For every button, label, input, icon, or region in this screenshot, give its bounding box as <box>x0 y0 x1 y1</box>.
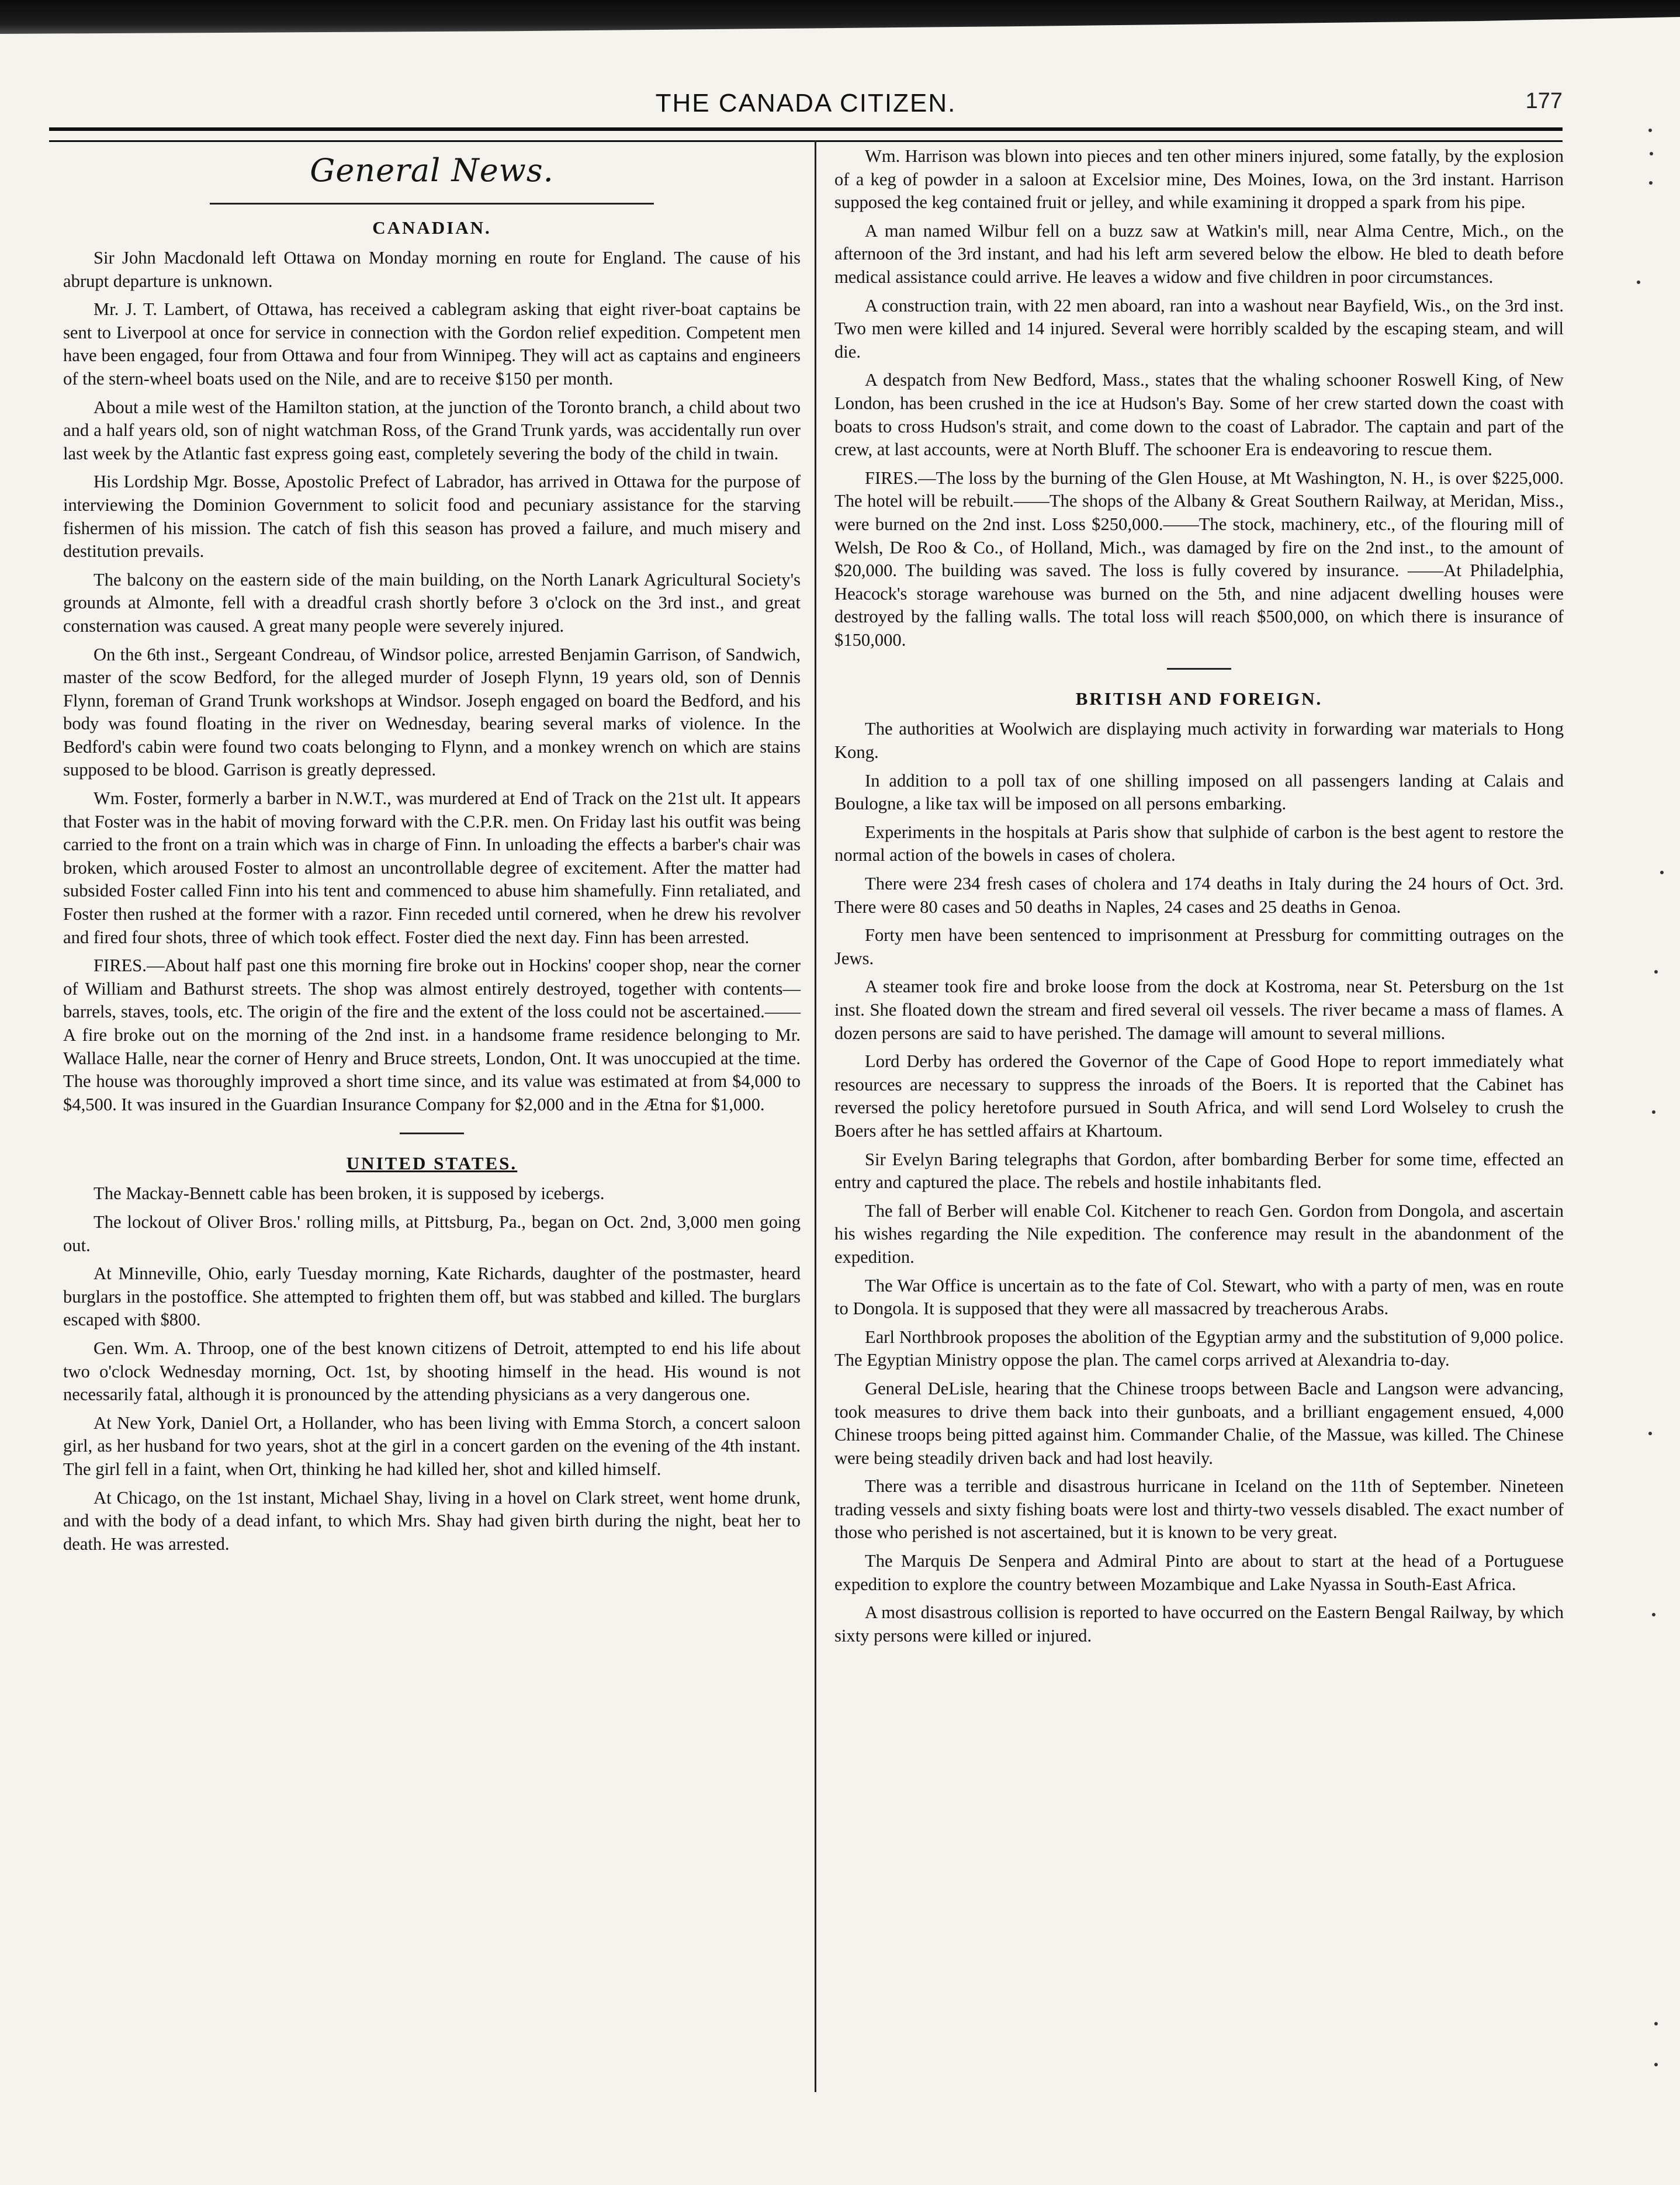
speck <box>1649 181 1653 185</box>
united-states-heading: UNITED STATES. <box>346 1153 518 1174</box>
british-foreign-articles <box>834 718 1564 1647</box>
news-paragraph: FIRES.—The loss by the burning of the Glen House, at Mt Washington, N. H., is over $225,000. The hotel will be rebuilt.——The shops of the Albany & Great Southern Railway, at Meridan, Miss., were burned on the 2nd inst. Loss $250,000.——The stock, machinery, etc., of the flouring mill of Welsh, De Roo & Co., of Holland, Mich., was damaged by fire on the 2nd inst., to the amount of $20,000. The building was saved. The loss is fully covered by insurance. ——At Philadelphia, Heacock's storage warehouse was burned on the 5th, and nine adjacent dwelling houses were destroyed by the falling walls. The total loss will reach $500,000, on which there is insurance of $150,000. <box>834 468 1564 650</box>
news-paragraph: The fall of Berber will enable Col. Kitchener to reach Gen. Gordon from Dongola, and ascertain his wishes regarding the Nile expedition. The conference may result in the abandonment of the expedition. <box>834 1200 1564 1267</box>
masthead <box>49 82 1563 132</box>
canadian-heading: CANADIAN. <box>372 217 491 238</box>
news-paragraph: At Minneville, Ohio, early Tuesday morning, Kate Richards, daughter of the postmaster, heard burglars in the postoffice. She attempted to frighten them off, but was stabbed and killed. The burglars escaped with $800. <box>63 1263 801 1330</box>
news-paragraph: There were 234 fresh cases of cholera and 174 deaths in Italy during the 24 hours of Oct. 3rd. There were 80 cases and 50 deaths in Naples, 24 cases and 25 deaths in Genoa. <box>834 874 1564 917</box>
news-paragraph: The Mackay-Bennett cable has been broken, it is supposed by icebergs. <box>93 1183 605 1204</box>
speck <box>1650 152 1653 155</box>
news-paragraph: A most disastrous collision is reported to have occurred on the Eastern Bengal Railway, by which sixty persons were killed or injured. <box>834 1602 1564 1646</box>
news-paragraph: Wm. Foster, formerly a barber in N.W.T., was murdered at End of Track on the 21st ult. It appears that Foster was in the habit of moving forward with the C.P.R. men. On Friday last his outfit was being carried to the front on a train which was in charge of Finn. In unloading the effects a barber's chair was broken, which aroused Foster to almost an uncontrollable degree of excitement. After the matter had subsided Foster called Finn into his tent and commenced to abuse him shamefully. Finn retaliated, and Foster then rushed at the former with a razor. Finn receded until cornered, when he drew his revolver and fired four shots, three of which took effect. Foster died the next day. Finn has been arrested. <box>63 788 801 947</box>
margin-specks <box>1637 117 1672 2104</box>
news-paragraph: On the 6th inst., Sergeant Condreau, of Windsor police, arrested Benjamin Garrison, of Sandwich, master of the scow Bedford, for the alleged murder of Joseph Flynn, 19 years old, son of Dennis Flynn, foreman of Grand Trunk workshops at Windsor. Joseph engaged on board the Bedford, and his body was found floating in the river on Wednesday, bearing several marks of violence. In the Bedford's cabin were found two coats belonging to Flynn, and a monkey wrench on which are stains supposed to be blood. Garrison is greatly depressed. <box>63 644 801 780</box>
news-paragraph: Sir Evelyn Baring telegraphs that Gordon, after bombarding Berber for some time, effected an entry and captured the place. The rebels and hostile inhabitants fled. <box>834 1149 1564 1193</box>
speck <box>1654 970 1658 974</box>
speck <box>1652 1110 1655 1114</box>
british-foreign-heading: BRITISH AND FOREIGN. <box>1075 688 1323 709</box>
news-paragraph: Experiments in the hospitals at Paris show that sulphide of carbon is the best agent to restore the normal action of the bowels in cases of cholera. <box>834 822 1564 865</box>
news-paragraph: Mr. J. T. Lambert, of Ottawa, has received a cablegram asking that eight river-boat captains be sent to Liverpool at once for service in connection with the Gordon relief expedition. Competent men have been engaged, four from Ottawa and four from Winnipeg. They will act as captains and engineers of the stern-wheel boats used on the Nile, and are to receive $150 per month. <box>63 299 801 389</box>
news-paragraph: The balcony on the eastern side of the main building, on the North Lanark Agricultural Society's grounds at Almonte, fell with a dreadful crash shortly before 3 o'clock on the 3rd inst., and great consternation was caused. A great many people were severely injured. <box>63 569 801 636</box>
news-paragraph: Wm. Harrison was blown into pieces and ten other miners injured, some fatally, by the explosion of a keg of powder in a saloon at Excelsior mine, Des Moines, Iowa, on the 3rd instant. Harrison supposed the keg contained fruit or jelley, and while examining it dropped a spark from his pipe. <box>834 146 1564 213</box>
scan-edge-shadow <box>0 0 1680 34</box>
right-column <box>834 145 1564 1653</box>
masthead-title: THE CANADA CITIZEN. <box>655 89 957 117</box>
section-title: General News. <box>310 152 554 189</box>
section-divider <box>400 1133 464 1134</box>
speck <box>1652 1613 1655 1616</box>
speck <box>1648 1432 1652 1435</box>
news-paragraph: A steamer took fire and broke loose from the dock at Kostroma, near St. Petersburg on the 1st inst. She floated down the stream and fired several oil vessels. The river became a mass of flames. A dozen persons are said to have perished. The damage will amount to several millions. <box>834 977 1564 1043</box>
news-paragraph: Sir John Macdonald left Ottawa on Monday morning en route for England. The cause of his abrupt departure is unknown. <box>63 248 801 291</box>
news-paragraph: About a mile west of the Hamilton station, at the junction of the Toronto branch, a child about two and a half years old, son of night watchman Ross, of the Grand Trunk yards, was accidentally run over last week by the Atlantic fast express going east, completely severing the body of the child in twain. <box>63 397 801 463</box>
united-states-articles <box>63 1182 801 1556</box>
canadian-articles <box>63 247 801 1116</box>
news-paragraph: The authorities at Woolwich are displaying much activity in forwarding war materials to Hong Kong. <box>834 719 1564 763</box>
section-rule <box>210 203 654 205</box>
news-paragraph: A man named Wilbur fell on a buzz saw at Watkin's mill, near Alma Centre, Mich., on the afternoon of the 3rd instant, and had his left arm severed below the elbow. He bled to death before medical assistance could arrive. He leaves a widow and five children in poor circumstances. <box>834 220 1564 287</box>
news-paragraph: At New York, Daniel Ort, a Hollander, who has been living with Emma Storch, a concert saloon girl, as her husband for two years, shot at the girl in a concert garden on the evening of the 4th instant. The girl fell in a faint, when Ort, thinking he had killed her, shot and killed himself. <box>63 1412 801 1479</box>
section-divider <box>1167 668 1231 670</box>
news-paragraph: The War Office is uncertain as to the fate of Col. Stewart, who with a party of men, was en route to Dongola. It is supposed that they were all massacred by treacherous Arabs. <box>834 1275 1564 1319</box>
news-paragraph: The lockout of Oliver Bros.' rolling mills, at Pittsburg, Pa., began on Oct. 2nd, 3,000 men going out. <box>63 1211 801 1255</box>
news-paragraph: His Lordship Mgr. Bosse, Apostolic Prefect of Labrador, has arrived in Ottawa for the purpose of interviewing the Dominion Government to solicit food and pecuniary assistance for the starving fishermen of his mission. The catch of fish this season has proved a failure, and much misery and destitution prevails. <box>63 472 801 562</box>
left-column <box>63 145 801 1561</box>
speck <box>1637 281 1640 284</box>
news-paragraph: A despatch from New Bedford, Mass., states that the whaling schooner Roswell King, of New London, has been crushed in the ice at Hudson's Bay. Some of her crew started down the coast with boats to cross Hudson's strait, and come down to the coast of Labrador. The captain and part of the crew, at last accounts, were at North Bluff. The schooner Era is endeavoring to rescue them. <box>834 370 1564 460</box>
speck <box>1660 871 1664 874</box>
news-paragraph: General DeLisle, hearing that the Chinese troops between Bacle and Langson were advancing, took measures to drive them back into their gunboats, and a brilliant engagement ensued, 4,000 Chinese troops being pitted against him. Commander Chalie, of the Massue, was killed. The Chinese were being steadily driven back and had lost heavily. <box>834 1378 1564 1468</box>
speck <box>1654 2063 1658 2066</box>
news-paragraph: Lord Derby has ordered the Governor of the Cape of Good Hope to report immediately what resources are necessary to suppress the inroads of the Boers. It is reported that the Cabinet has reversed the policy heretofore pursued in South Africa, and will send Lord Wolseley to crush the Boers after he has settled affairs at Khartoum. <box>834 1051 1564 1141</box>
speck <box>1654 2022 1658 2025</box>
news-paragraph: FIRES.—About half past one this morning fire broke out in Hockins' cooper shop, near the corner of William and Bathurst streets. The shop was almost entirely destroyed, together with contents—barrels, staves, tools, etc. The origin of the fire and the extent of the loss could not be ascertained.——A fire broke out on the morning of the 2nd inst. in a handsome frame residence belonging to Mr. Wallace Halle, near the corner of Henry and Bruce streets, London, Ont. It was unoccupied at the time. The house was thoroughly improved a short time since, and its value was estimated at from $4,000 to $4,500. It was insured in the Guardian Insurance Company for $2,000 and in the Ætna for $1,000. <box>63 955 801 1114</box>
news-paragraph: Forty men have been sentenced to imprisonment at Pressburg for committing outrages on the Jews. <box>834 925 1564 968</box>
news-paragraph: In addition to a poll tax of one shilling imposed on all passengers landing at Calais and Boulogne, a like tax will be imposed on all persons embarking. <box>834 770 1564 814</box>
news-paragraph: The Marquis De Senpera and Admiral Pinto are about to start at the head of a Portuguese expedition to explore the country between Mozambique and Lake Nyassa in South-East Africa. <box>834 1551 1564 1594</box>
news-paragraph: Gen. Wm. A. Throop, one of the best known citizens of Detroit, attempted to end his life about two o'clock Wednesday morning, Oct. 1st, by shooting himself in the head. His wound is not necessarily fatal, although it is pronounced by the attending physicians as a very dangerous one. <box>63 1338 801 1405</box>
column-divider <box>815 140 816 2092</box>
speck <box>1648 129 1652 132</box>
news-paragraph: There was a terrible and disastrous hurricane in Iceland on the 11th of September. Nineteen trading vessels and sixty fishing boats were lost and thirty-two vessels disabled. The exact number of those who perished is not ascertained, but it is known to be very great. <box>834 1476 1564 1543</box>
news-paragraph: A construction train, with 22 men aboard, ran into a washout near Bayfield, Wis., on the 3rd inst. Two men were killed and 14 injured. Several were horribly scalded by the escaping steam, and will die. <box>834 295 1564 362</box>
news-paragraph: At Chicago, on the 1st instant, Michael Shay, living in a hovel on Clark street, went home drunk, and with the body of a dead infant, to which Mrs. Shay had given birth during the night, beat her to death. He was arrested. <box>63 1487 801 1554</box>
page-number: 177 <box>1525 89 1563 113</box>
news-paragraph: Earl Northbrook proposes the abolition of the Egyptian army and the substitution of 9,000 police. The Egyptian Ministry oppose the plan. The camel corps arrived at Alexandria to-day. <box>834 1327 1564 1370</box>
masthead-rule <box>49 127 1563 142</box>
united-states-continued-articles <box>834 145 1564 652</box>
